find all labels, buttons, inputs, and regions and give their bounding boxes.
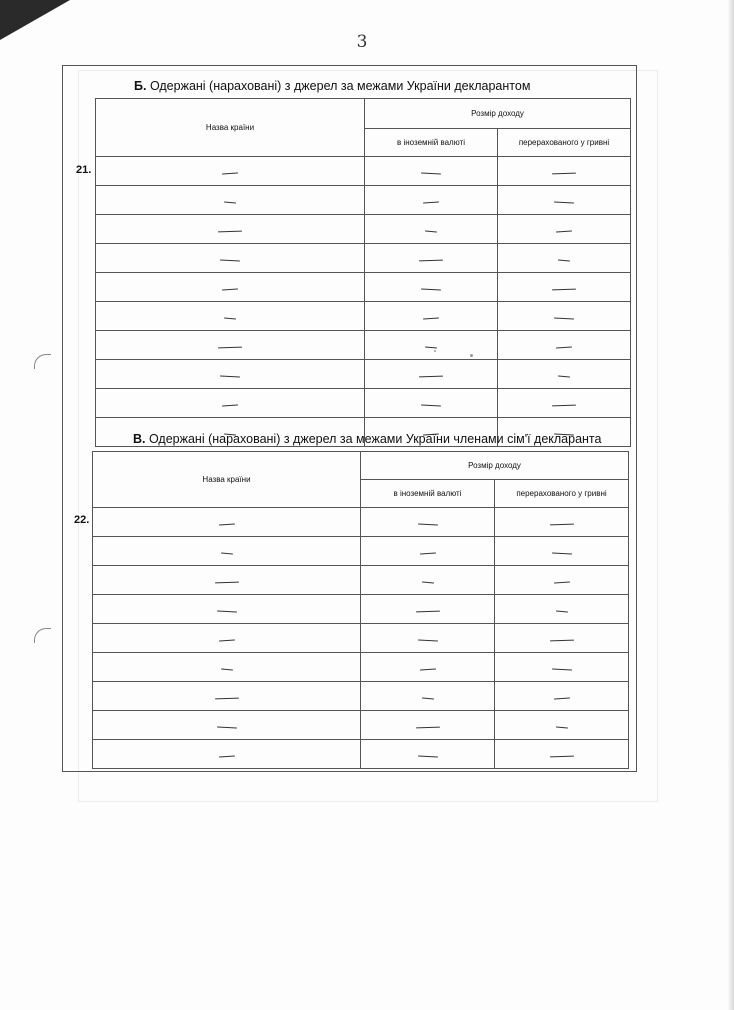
dash-mark [555,726,567,728]
dash-mark [417,523,437,525]
uah-cell [495,624,629,653]
dash-mark [218,639,234,641]
dash-mark [421,172,441,174]
table-row [93,711,629,740]
uah-cell [495,653,629,682]
section-b-title-text: Одержані (нараховані) з джерел за межами України декларантом [146,79,531,93]
header-country: Назва країни [93,452,361,508]
country-cell [93,508,361,537]
dash-mark [421,288,441,290]
country-cell [96,273,365,302]
dash-mark [218,523,234,525]
table-row [93,740,629,769]
uah-cell [498,389,631,418]
table-row [93,653,629,682]
section-c-row-number: 22. [74,514,90,526]
uah-cell [498,186,631,215]
uah-cell [498,273,631,302]
uah-cell [498,244,631,273]
dash-mark [220,259,240,261]
dash-mark [218,755,234,757]
country-cell [96,157,365,186]
dash-mark [553,697,569,699]
table-row [93,566,629,595]
table-row [93,595,629,624]
foreign-currency-cell [361,740,495,769]
section-b-table [95,98,631,447]
dash-mark [554,317,574,319]
scan-speck [470,354,473,357]
dash-mark [554,201,574,203]
dash-mark [216,610,236,612]
foreign-currency-cell [365,244,498,273]
scan-edge-shadow [728,0,734,1010]
country-cell [93,711,361,740]
foreign-currency-cell [361,624,495,653]
table-row [96,186,631,215]
country-cell [93,653,361,682]
table-row [96,302,631,331]
dash-mark [421,581,433,583]
country-cell [96,244,365,273]
dash-mark [425,230,437,232]
country-cell [96,331,365,360]
uah-cell [495,537,629,566]
dash-mark [218,230,242,232]
uah-cell [498,157,631,186]
table-row [96,157,631,186]
dash-mark [220,552,232,554]
dash-mark [415,726,439,728]
dash-mark [419,375,443,377]
table-row [96,215,631,244]
dash-mark [558,259,570,261]
section-c-letter: В. [133,432,146,446]
table-row [96,389,631,418]
dash-mark [224,317,236,319]
foreign-currency-cell [361,508,495,537]
dash-mark [552,404,576,406]
dash-mark [423,317,439,319]
uah-cell [498,215,631,244]
foreign-currency-cell [361,595,495,624]
foreign-currency-cell [365,157,498,186]
uah-cell [498,360,631,389]
uah-cell [495,566,629,595]
header-uah: перерахованого у гривні [498,129,631,157]
section-b-rows [96,157,631,447]
section-c-title-text: Одержані (нараховані) з джерел за межами України членами сім'ї декларанта [145,432,602,446]
dash-mark [419,259,443,261]
page-number: 3 [356,32,368,52]
header-uah: перерахованого у гривні [495,480,629,508]
section-b-letter: Б. [134,79,147,93]
table-row [96,244,631,273]
country-cell [93,566,361,595]
dash-mark [419,552,435,554]
country-cell [96,302,365,331]
dash-mark [224,201,236,203]
scan-corner-shadow [0,0,70,40]
table-row [96,331,631,360]
dash-mark [222,288,238,290]
dash-mark [556,346,572,348]
country-cell [96,389,365,418]
dash-mark [214,697,238,699]
table-row [93,537,629,566]
header-income: Розмір доходу [361,452,629,480]
dash-mark [220,375,240,377]
foreign-currency-cell [365,389,498,418]
table-row [93,508,629,537]
dash-mark [220,668,232,670]
foreign-currency-cell [365,215,498,244]
foreign-currency-cell [361,537,495,566]
table-row [96,360,631,389]
dash-mark [549,639,573,641]
section-c-rows [93,508,629,769]
table-row [96,273,631,302]
uah-cell [498,302,631,331]
uah-cell [495,740,629,769]
dash-mark [552,172,576,174]
foreign-currency-cell [365,302,498,331]
dash-mark [417,755,437,757]
uah-cell [495,682,629,711]
dash-mark [419,668,435,670]
header-income: Розмір доходу [365,99,631,129]
scan-speck [434,350,436,352]
uah-cell [495,711,629,740]
country-cell [93,595,361,624]
country-cell [96,360,365,389]
dash-mark [558,375,570,377]
dash-mark [218,346,242,348]
section-b-row-number: 21. [76,164,92,176]
header-foreign-currency: в іноземній валюті [361,480,495,508]
dash-mark [549,755,573,757]
foreign-currency-cell [361,566,495,595]
dash-mark [214,581,238,583]
dash-mark [551,552,571,554]
table-row [93,682,629,711]
dash-mark [222,404,238,406]
country-cell [93,682,361,711]
uah-cell [498,331,631,360]
foreign-currency-cell [361,711,495,740]
country-cell [93,740,361,769]
dash-mark [415,610,439,612]
dash-mark [222,172,238,174]
header-foreign-currency: в іноземній валюті [365,129,498,157]
dash-mark [553,581,569,583]
country-cell [96,215,365,244]
header-country: Назва країни [96,99,365,157]
country-cell [93,537,361,566]
foreign-currency-cell [361,682,495,711]
dash-mark [549,523,573,525]
section-b-title [134,79,530,93]
dash-mark [421,697,433,699]
dash-mark [555,610,567,612]
dash-mark [425,346,437,348]
foreign-currency-cell [361,653,495,682]
dash-mark [423,201,439,203]
dash-mark [417,639,437,641]
foreign-currency-cell [365,186,498,215]
country-cell [93,624,361,653]
dash-mark [556,230,572,232]
dash-mark [551,668,571,670]
section-c-table [92,451,629,769]
uah-cell [495,595,629,624]
table-row [93,624,629,653]
country-cell [96,186,365,215]
section-c-title [133,432,601,446]
uah-cell [495,508,629,537]
foreign-currency-cell [365,331,498,360]
dash-mark [216,726,236,728]
dash-mark [552,288,576,290]
dash-mark [421,404,441,406]
foreign-currency-cell [365,273,498,302]
foreign-currency-cell [365,360,498,389]
